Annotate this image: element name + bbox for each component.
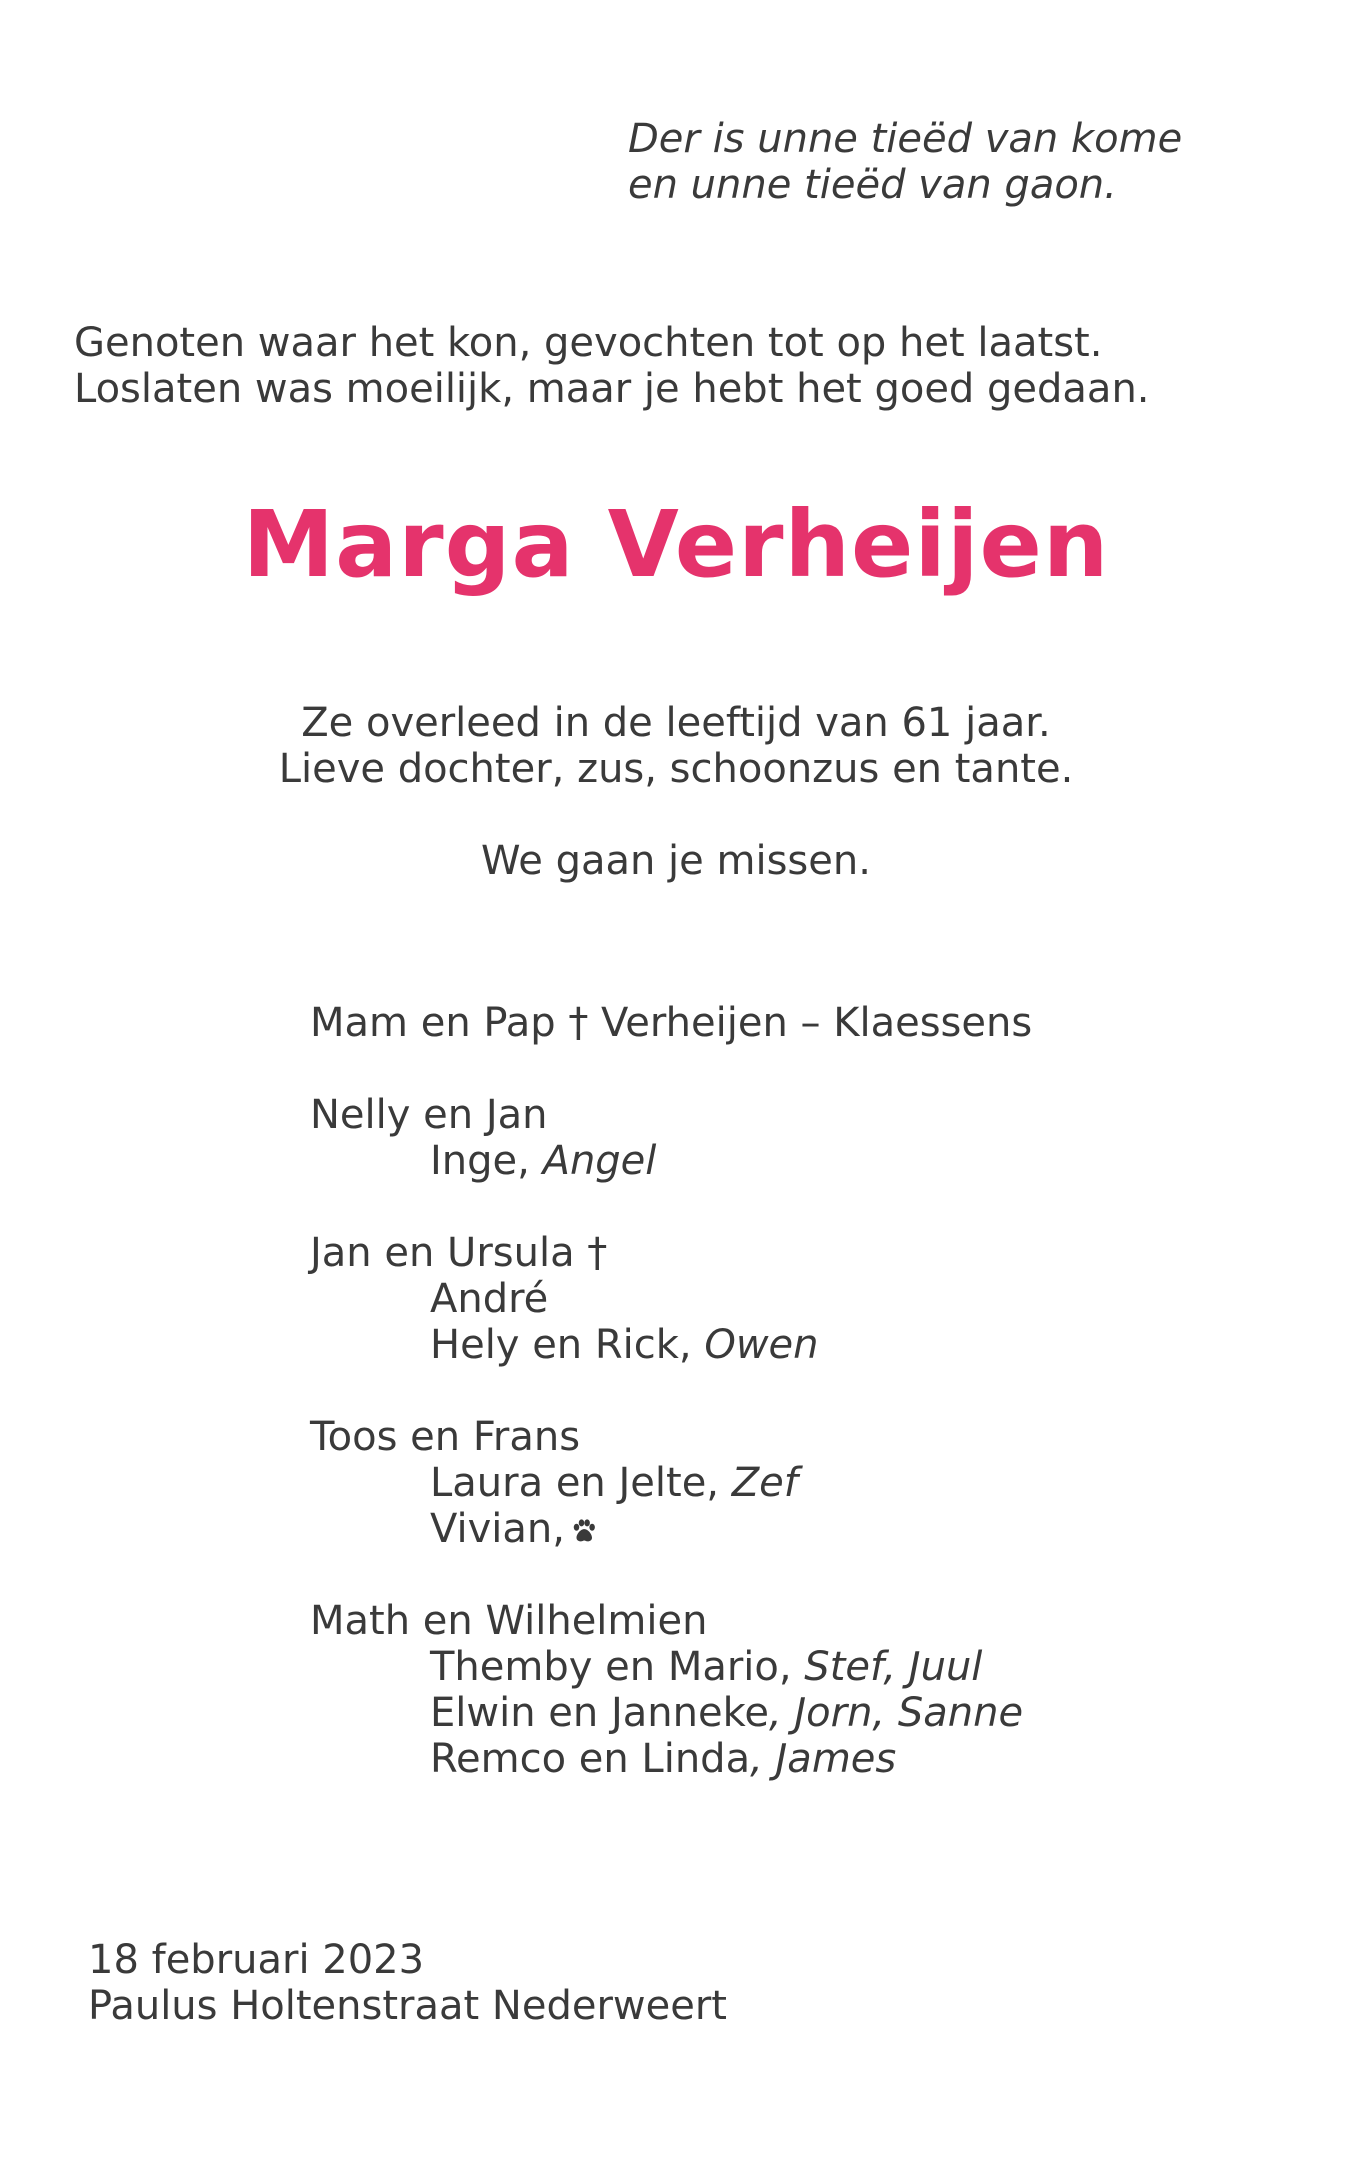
family-head: Math en Wilhelmien [310,1598,708,1644]
poem-line-2: en unne tieëd van gaon. [628,162,1117,208]
grandchildren-names: Zef [731,1460,798,1506]
grandchildren-names: Stef, Juul [804,1644,983,1690]
grandchildren-names: , James [750,1736,897,1782]
date-line: 18 februari 2023 [88,1937,425,1983]
family-child [310,1506,1032,1552]
family-group [310,1598,1032,1782]
quote-line-2: Loslaten was moeilijk, maar je hebt het goed gedaan. [74,366,1150,412]
family-child [310,1138,1032,1184]
grandchildren-names: , Jorn, Sanne [768,1690,1024,1736]
parents-group [310,1000,1032,1046]
child-name: Themby en Mario, [430,1644,805,1690]
age-line: Ze overleed in de leeftijd van 61 jaar. [301,700,1051,746]
family-list [310,1000,1032,1828]
grandchildren-names: Angel [542,1138,657,1184]
announcement [0,700,1352,792]
family-group [310,1414,1032,1552]
child-name: Remco en Linda [430,1736,751,1782]
funeral-details [88,1937,727,2029]
family-child [310,1736,1032,1782]
address-line: Paulus Holtenstraat Nederweert [88,1983,727,2029]
closing-line: We gaan je missen. [481,838,871,884]
family-head: Jan en Ursula † [310,1230,608,1276]
deceased-name: Marga Verheijen [242,491,1110,598]
child-name: Hely en Rick, [430,1322,705,1368]
child-name: Inge, [430,1138,543,1184]
child-name: André [430,1276,549,1322]
child-name: Vivian, [430,1506,565,1552]
poem-line-1: Der is unne tieëd van kome [628,116,1183,162]
farewell-quote [74,320,1150,412]
paw-print-icon [569,1516,599,1546]
family-child [310,1460,1032,1506]
family-child [310,1276,1032,1322]
parents-line: Mam en Pap † Verheijen – Klaessens [310,1000,1033,1046]
family-head: Nelly en Jan [310,1092,548,1138]
relation-line: Lieve dochter, zus, schoonzus en tante. [278,746,1074,792]
family-child [310,1644,1032,1690]
grandchildren-names: Owen [704,1322,819,1368]
family-group [310,1230,1032,1368]
family-head: Toos en Frans [310,1414,581,1460]
dialect-poem [628,116,1182,208]
child-name: Elwin en Janneke [430,1690,769,1736]
child-name: Laura en Jelte, [430,1460,732,1506]
family-child [310,1690,1032,1736]
quote-line-1: Genoten waar het kon, gevochten tot op het laatst. [74,320,1103,366]
family-child [310,1322,1032,1368]
family-group [310,1092,1032,1184]
